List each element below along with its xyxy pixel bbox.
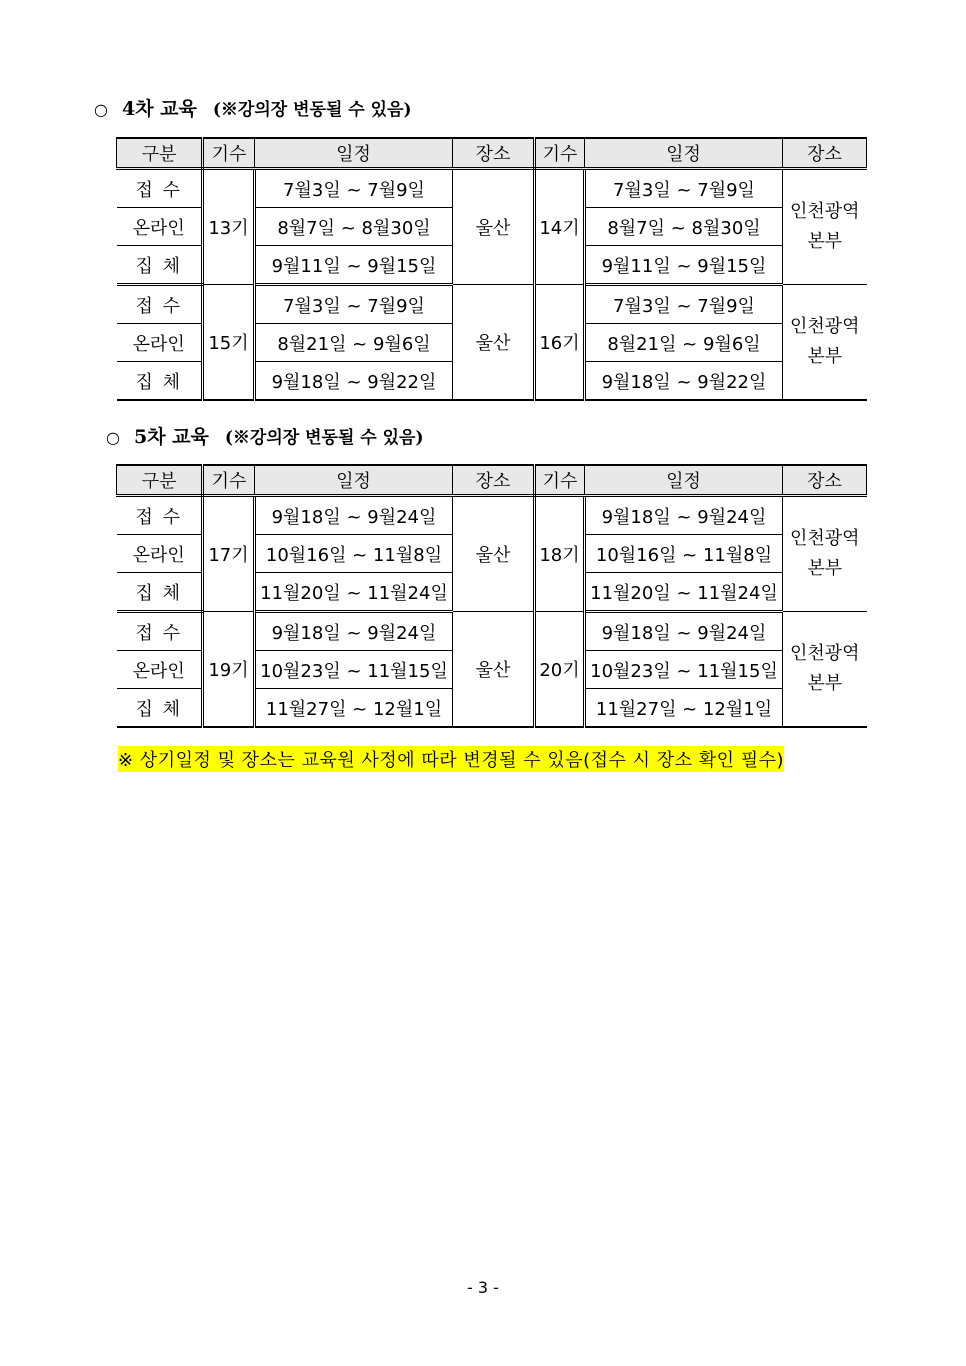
schedule-cell: 8월21일 ~ 9월6일 xyxy=(585,324,783,362)
schedule-cell: 9월11일 ~ 9월15일 xyxy=(585,246,783,285)
schedule-cell: 9월18일 ~ 9월24일 xyxy=(585,496,783,535)
row-label: 온라인 xyxy=(117,208,203,246)
gisu-cell: 19기 xyxy=(203,612,255,728)
gisu-cell: 20기 xyxy=(535,612,585,728)
schedule-cell: 9월11일 ~ 9월15일 xyxy=(255,246,453,285)
schedule-cell: 7월3일 ~ 7월9일 xyxy=(255,169,453,208)
gisu-cell: 15기 xyxy=(203,285,255,401)
header-gubun: 구분 xyxy=(117,465,203,496)
section-5-heading: 5차 교육 xyxy=(133,426,209,448)
schedule-cell: 9월18일 ~ 9월24일 xyxy=(255,612,453,651)
row-label: 온라인 xyxy=(117,324,203,362)
schedule-cell: 11월20일 ~ 11월24일 xyxy=(585,573,783,612)
footnote-highlight: ※ 상기일정 및 장소는 교육원 사정에 따라 변경될 수 있음(접수 시 장소 확인 필수) xyxy=(118,746,784,772)
place-cell xyxy=(783,612,867,728)
gisu-cell: 17기 xyxy=(203,496,255,612)
place-cell: 울산 xyxy=(453,285,535,401)
schedule-cell: 7월3일 ~ 7월9일 xyxy=(585,169,783,208)
row-label: 접 수 xyxy=(117,496,203,535)
row-label: 집 체 xyxy=(117,689,203,728)
schedule-cell: 11월27일 ~ 12월1일 xyxy=(585,689,783,728)
gisu-cell: 18기 xyxy=(535,496,585,612)
gisu-cell: 13기 xyxy=(203,169,255,285)
header-gisu-left: 기수 xyxy=(203,138,255,169)
place-cell xyxy=(783,285,867,401)
place-line-2: 본부 xyxy=(807,346,843,367)
gisu-cell: 14기 xyxy=(535,169,585,285)
place-cell xyxy=(783,169,867,285)
table-row xyxy=(117,285,867,324)
page-number: - 3 - xyxy=(467,1278,499,1297)
section-5-note: (※강의장 변동될 수 있음) xyxy=(224,428,424,448)
schedule-cell: 10월23일 ~ 11월15일 xyxy=(255,651,453,689)
header-schedule-left: 일정 xyxy=(255,465,453,496)
schedule-cell: 8월21일 ~ 9월6일 xyxy=(255,324,453,362)
schedule-cell: 10월16일 ~ 11월8일 xyxy=(585,535,783,573)
section-4-title xyxy=(94,94,412,121)
header-place-right: 장소 xyxy=(783,465,867,496)
place-line-2: 본부 xyxy=(807,558,843,579)
row-label: 집 체 xyxy=(117,246,203,285)
place-line-1: 인천광역 xyxy=(789,316,860,337)
table-row xyxy=(117,612,867,651)
header-gisu-left: 기수 xyxy=(203,465,255,496)
schedule-cell: 8월7일 ~ 8월30일 xyxy=(255,208,453,246)
section-4-note: (※강의장 변동될 수 있음) xyxy=(212,100,412,120)
place-line-1: 인천광역 xyxy=(789,528,860,549)
place-cell: 울산 xyxy=(453,612,535,728)
header-gubun: 구분 xyxy=(117,138,203,169)
header-schedule-right: 일정 xyxy=(585,465,783,496)
header-place-left: 장소 xyxy=(453,138,535,169)
schedule-table-5 xyxy=(116,464,867,728)
row-label: 온라인 xyxy=(117,651,203,689)
schedule-cell: 7월3일 ~ 7월9일 xyxy=(585,285,783,324)
schedule-cell: 11월27일 ~ 12월1일 xyxy=(255,689,453,728)
table-row xyxy=(117,496,867,535)
section-4-heading: 4차 교육 xyxy=(121,98,197,120)
schedule-cell: 9월18일 ~ 9월24일 xyxy=(585,612,783,651)
place-line-1: 인천광역 xyxy=(789,643,860,664)
header-place-left: 장소 xyxy=(453,465,535,496)
table-row xyxy=(117,169,867,208)
row-label: 접 수 xyxy=(117,169,203,208)
circle-bullet-icon: ○ xyxy=(94,100,108,119)
place-cell: 울산 xyxy=(453,496,535,612)
schedule-cell: 7월3일 ~ 7월9일 xyxy=(255,285,453,324)
row-label: 접 수 xyxy=(117,285,203,324)
header-place-right: 장소 xyxy=(783,138,867,169)
row-label: 집 체 xyxy=(117,573,203,612)
header-gisu-right: 기수 xyxy=(535,138,585,169)
schedule-cell: 11월20일 ~ 11월24일 xyxy=(255,573,453,612)
schedule-cell: 9월18일 ~ 9월22일 xyxy=(255,362,453,401)
schedule-cell: 8월7일 ~ 8월30일 xyxy=(585,208,783,246)
row-label: 접 수 xyxy=(117,612,203,651)
schedule-cell: 10월16일 ~ 11월8일 xyxy=(255,535,453,573)
place-line-2: 본부 xyxy=(807,231,843,252)
header-schedule-right: 일정 xyxy=(585,138,783,169)
place-cell: 울산 xyxy=(453,169,535,285)
place-line-2: 본부 xyxy=(807,673,843,694)
schedule-cell: 10월23일 ~ 11월15일 xyxy=(585,651,783,689)
schedule-cell: 9월18일 ~ 9월22일 xyxy=(585,362,783,401)
table-header-row xyxy=(117,465,867,496)
section-5-title xyxy=(106,422,424,449)
schedule-table-4 xyxy=(116,137,867,401)
header-gisu-right: 기수 xyxy=(535,465,585,496)
row-label: 집 체 xyxy=(117,362,203,401)
circle-bullet-icon: ○ xyxy=(106,428,120,447)
schedule-cell: 9월18일 ~ 9월24일 xyxy=(255,496,453,535)
row-label: 온라인 xyxy=(117,535,203,573)
gisu-cell: 16기 xyxy=(535,285,585,401)
table-header-row xyxy=(117,138,867,169)
place-cell xyxy=(783,496,867,612)
header-schedule-left: 일정 xyxy=(255,138,453,169)
place-line-1: 인천광역 xyxy=(789,201,860,222)
